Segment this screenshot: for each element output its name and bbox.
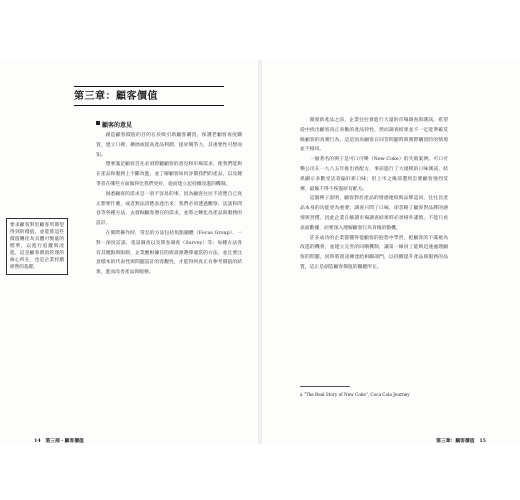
- left-paragraph-2: 想要滿足顧客首先必須聆聽顧客的意見和市場需求，使我們能夠在產品和服務上不斷改進，並了解顧客如何評價我們的產品，以及競爭者在哪些方面做得比我們更好，從而建立起持續改進的機制。: [96, 162, 242, 187]
- left-paragraph-1: 創造顧客價值的目的在於吸引新顧客購買，保護老顧客再度購買，建立口碑，擴展或提高產品利潤，提昇競爭力，其重要性可想而知。: [96, 133, 242, 158]
- side-note-box: [6, 218, 68, 275]
- chapter-title: 第三章：顧客價值: [74, 87, 224, 106]
- left-page-footer: 14 第三部・顧客價值: [34, 438, 84, 444]
- left-paragraph-3: 洞悉顧客的需求是一項不容易的事，因為顧客往往不清楚自己真正想要什麼，或者無法清楚表達出來；我們必須透過觀察、訪談和問卷等各種方法，去發掘顧客潛在的需求，並將之轉化為產品與服務的設計。: [96, 191, 242, 227]
- side-note-text: 要求顧客對於顧客所期望得到的價值，並能將這些價值轉化為具體可衡量的標準，以進行追蹤與改進，這是顧客價值管理的核心所在，也是企業持續經營的基礎。: [10, 223, 64, 270]
- left-paragraph-4: 在實際操作時，常見的方法包括焦點團體（Focus Group）、一對一深度訪談、電話調查以及問卷調查（Survey）等；每種方法各有其優點與限制，企業應根據目的與資源選擇適當的方法，並且要注意樣本的代表性與問題設計的客觀性，才能得到真正有參考價值的結果，進而改善產品與服務。: [96, 230, 242, 276]
- right-paragraph-3: 這個例子說明，顧客對於產品的情感連結與品牌認同，往往比產品本身的功能更為重要；調查只問了口味，卻忽略了顧客對品牌的感情與習慣，因此企業在解讀市場調查結果時必須格外謹慎，不能只看表面數據，而要深入理解顧客行為背後的動機。: [300, 196, 448, 231]
- right-paragraph-4: 許多成功的企業都懂得從顧客的抱怨中學習，把顧客的不滿視為改進的機會，並建立完善的回饋機制，讓第一線員工能夠迅速處理顧客的問題，同時將資訊傳達給相關部門，以持續提升產品與服務的品質，這正是創造顧客價值的關鍵所在。: [300, 235, 448, 270]
- section-bullet-icon: [96, 121, 100, 125]
- footnote: a "The Real Story of New Coke", Coca Cola Journey: [300, 392, 410, 397]
- section-title: 顧客的意見: [102, 122, 133, 129]
- right-paragraph-1: 開發新產品之前，企業往往會進行大量的市場調查與測試，希望從中找出顧客真正喜歡的產品特性，然而調查結果並不一定能準確反映顧客的真實行為，這是因為顧客在回答問題時與實際購買時的情境並不相同。: [300, 118, 448, 153]
- right-paragraph-2: 一個著名的例子是可口可樂（New Coke）的失敗案例。可口可樂公司在一九八五年推出新配方，事前進行了大規模的口味測試，結果顯示多數受訪者偏好新口味；但上市之後卻遭到忠實顧客強烈反彈，最後不得不恢復原有配方。: [300, 157, 448, 192]
- right-page-footer: 第三章：顧客價值 15: [436, 438, 486, 444]
- footnote-rule: [300, 386, 350, 387]
- right-body: [300, 116, 448, 273]
- left-body: [96, 131, 242, 278]
